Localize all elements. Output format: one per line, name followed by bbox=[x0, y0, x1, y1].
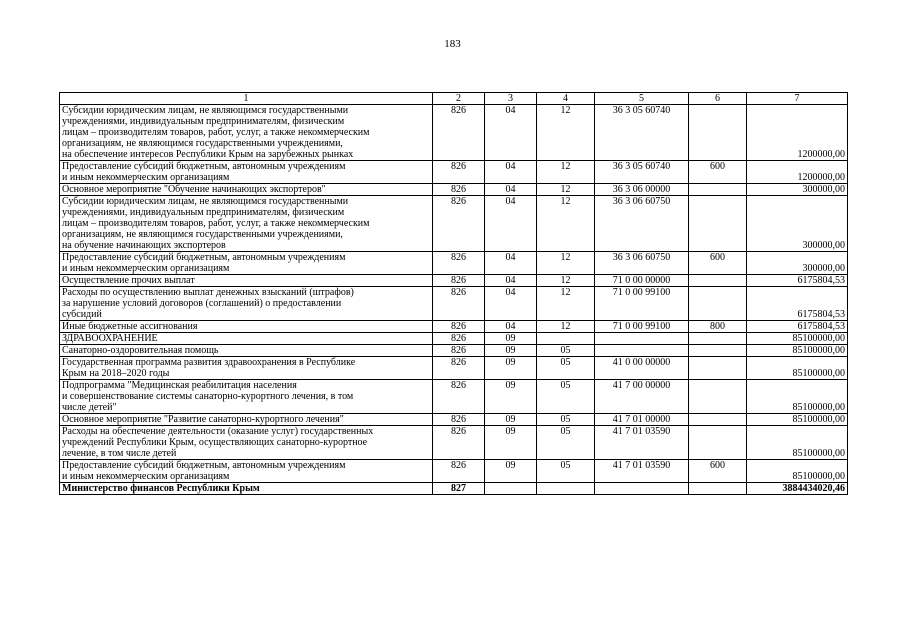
row-name: Расходы на обеспечение деятельности (оказание услуг) государственных учреждений Республики Крым, осуществляющих санаторно-курортное лечение, в том числе детей bbox=[60, 426, 433, 460]
row-amount: 300000,00 bbox=[747, 252, 848, 275]
row-grbs-code: 826 bbox=[433, 460, 485, 483]
row-amount: 85100000,00 bbox=[747, 345, 848, 357]
row-subsection-code: 05 bbox=[537, 380, 595, 414]
row-target-article: 41 7 01 03590 bbox=[595, 460, 689, 483]
row-expense-type bbox=[689, 483, 747, 495]
row-subsection-code bbox=[537, 483, 595, 495]
table-row bbox=[60, 287, 848, 321]
table-row bbox=[60, 483, 848, 495]
row-expense-type bbox=[689, 105, 747, 161]
row-grbs-code: 826 bbox=[433, 380, 485, 414]
row-section-code: 09 bbox=[485, 333, 537, 345]
row-amount: 6175804,53 bbox=[747, 287, 848, 321]
table-row bbox=[60, 161, 848, 184]
row-name: Основное мероприятие "Обучение начинающих экспортеров" bbox=[60, 184, 433, 196]
row-name: Санаторно-оздоровительная помощь bbox=[60, 345, 433, 357]
row-subsection-code: 12 bbox=[537, 196, 595, 252]
table-row bbox=[60, 414, 848, 426]
row-amount: 6175804,53 bbox=[747, 275, 848, 287]
row-section-code bbox=[485, 483, 537, 495]
row-subsection-code: 12 bbox=[537, 184, 595, 196]
row-target-article: 36 3 06 00000 bbox=[595, 184, 689, 196]
row-target-article: 36 3 06 60750 bbox=[595, 252, 689, 275]
row-subsection-code: 05 bbox=[537, 460, 595, 483]
table-row bbox=[60, 105, 848, 161]
row-section-code: 04 bbox=[485, 105, 537, 161]
table-row bbox=[60, 196, 848, 252]
row-grbs-code: 826 bbox=[433, 252, 485, 275]
row-section-code: 04 bbox=[485, 252, 537, 275]
table-header-row bbox=[60, 93, 848, 105]
row-target-article bbox=[595, 333, 689, 345]
row-subsection-code: 12 bbox=[537, 161, 595, 184]
row-grbs-code: 826 bbox=[433, 161, 485, 184]
row-subsection-code: 12 bbox=[537, 275, 595, 287]
row-grbs-code: 826 bbox=[433, 345, 485, 357]
row-expense-type: 800 bbox=[689, 321, 747, 333]
row-name: Осуществление прочих выплат bbox=[60, 275, 433, 287]
table-row bbox=[60, 345, 848, 357]
row-section-code: 09 bbox=[485, 345, 537, 357]
row-target-article bbox=[595, 483, 689, 495]
row-target-article bbox=[595, 345, 689, 357]
row-section-code: 09 bbox=[485, 380, 537, 414]
row-name: ЗДРАВООХРАНЕНИЕ bbox=[60, 333, 433, 345]
row-target-article: 41 7 01 00000 bbox=[595, 414, 689, 426]
row-subsection-code: 05 bbox=[537, 426, 595, 460]
row-amount: 85100000,00 bbox=[747, 357, 848, 380]
table-row bbox=[60, 333, 848, 345]
row-expense-type bbox=[689, 380, 747, 414]
header-col-6: 6 bbox=[689, 93, 747, 105]
header-col-1: 1 bbox=[60, 93, 433, 105]
row-subsection-code: 12 bbox=[537, 321, 595, 333]
row-section-code: 04 bbox=[485, 287, 537, 321]
row-amount: 3884434020,46 bbox=[747, 483, 848, 495]
table-row bbox=[60, 275, 848, 287]
row-target-article: 41 7 01 03590 bbox=[595, 426, 689, 460]
row-name: Расходы по осуществлению выплат денежных взысканий (штрафов) за нарушение условий договоров (соглашений) о предоставлении субсидий bbox=[60, 287, 433, 321]
row-expense-type bbox=[689, 345, 747, 357]
header-col-2: 2 bbox=[433, 93, 485, 105]
row-name: Иные бюджетные ассигнования bbox=[60, 321, 433, 333]
table-row bbox=[60, 184, 848, 196]
row-name: Предоставление субсидий бюджетным, автономным учреждениям и иным некоммерческим организациям bbox=[60, 460, 433, 483]
row-target-article: 41 7 00 00000 bbox=[595, 380, 689, 414]
row-subsection-code: 12 bbox=[537, 252, 595, 275]
row-grbs-code: 826 bbox=[433, 426, 485, 460]
table-row bbox=[60, 380, 848, 414]
row-subsection-code: 05 bbox=[537, 414, 595, 426]
row-section-code: 04 bbox=[485, 275, 537, 287]
header-col-7: 7 bbox=[747, 93, 848, 105]
table-row bbox=[60, 321, 848, 333]
row-grbs-code: 826 bbox=[433, 275, 485, 287]
header-col-4: 4 bbox=[537, 93, 595, 105]
row-amount: 300000,00 bbox=[747, 184, 848, 196]
row-grbs-code: 826 bbox=[433, 196, 485, 252]
row-name: Основное мероприятие "Развитие санаторно-курортного лечения" bbox=[60, 414, 433, 426]
row-grbs-code: 826 bbox=[433, 105, 485, 161]
row-amount: 85100000,00 bbox=[747, 333, 848, 345]
row-subsection-code: 05 bbox=[537, 345, 595, 357]
row-expense-type bbox=[689, 184, 747, 196]
row-grbs-code: 826 bbox=[433, 414, 485, 426]
row-amount: 1200000,00 bbox=[747, 105, 848, 161]
row-amount: 1200000,00 bbox=[747, 161, 848, 184]
row-amount: 300000,00 bbox=[747, 196, 848, 252]
row-target-article: 36 3 06 60750 bbox=[595, 196, 689, 252]
row-target-article: 36 3 05 60740 bbox=[595, 161, 689, 184]
row-grbs-code: 826 bbox=[433, 321, 485, 333]
header-col-3: 3 bbox=[485, 93, 537, 105]
row-target-article: 71 0 00 99100 bbox=[595, 321, 689, 333]
row-expense-type: 600 bbox=[689, 161, 747, 184]
row-grbs-code: 826 bbox=[433, 184, 485, 196]
row-grbs-code: 826 bbox=[433, 357, 485, 380]
row-grbs-code: 826 bbox=[433, 287, 485, 321]
budget-table bbox=[59, 92, 848, 495]
row-amount: 85100000,00 bbox=[747, 380, 848, 414]
row-expense-type bbox=[689, 287, 747, 321]
row-expense-type bbox=[689, 196, 747, 252]
page-number: 183 bbox=[444, 38, 461, 50]
row-name: Субсидии юридическим лицам, не являющимся государственными учреждениями, индивидуальным предпринимателям, физическим лицам – производителям товаров, работ, услуг, а также некоммерческим организациям, не являющимся государственными учреждениями, на обучение начинающих экспортеров bbox=[60, 196, 433, 252]
row-subsection-code: 05 bbox=[537, 357, 595, 380]
row-section-code: 09 bbox=[485, 460, 537, 483]
row-section-code: 09 bbox=[485, 357, 537, 380]
row-name: Предоставление субсидий бюджетным, автономным учреждениям и иным некоммерческим организациям bbox=[60, 161, 433, 184]
row-name: Государственная программа развития здравоохранения в Республике Крым на 2018–2020 годы bbox=[60, 357, 433, 380]
row-name: Подпрограмма "Медицинская реабилитация населения и совершенствование системы санаторно-курортного лечения, в том числе детей" bbox=[60, 380, 433, 414]
table-row bbox=[60, 426, 848, 460]
row-section-code: 04 bbox=[485, 184, 537, 196]
row-subsection-code bbox=[537, 333, 595, 345]
table-body bbox=[60, 93, 848, 495]
row-section-code: 04 bbox=[485, 321, 537, 333]
row-grbs-code: 826 bbox=[433, 333, 485, 345]
row-expense-type bbox=[689, 275, 747, 287]
row-name: Предоставление субсидий бюджетным, автономным учреждениям и иным некоммерческим организациям bbox=[60, 252, 433, 275]
row-expense-type: 600 bbox=[689, 460, 747, 483]
row-subsection-code: 12 bbox=[537, 105, 595, 161]
row-expense-type: 600 bbox=[689, 252, 747, 275]
table-row bbox=[60, 357, 848, 380]
row-expense-type bbox=[689, 333, 747, 345]
table-row bbox=[60, 460, 848, 483]
row-section-code: 04 bbox=[485, 161, 537, 184]
row-amount: 85100000,00 bbox=[747, 426, 848, 460]
row-expense-type bbox=[689, 357, 747, 380]
row-amount: 85100000,00 bbox=[747, 460, 848, 483]
row-section-code: 04 bbox=[485, 196, 537, 252]
row-grbs-code: 827 bbox=[433, 483, 485, 495]
row-expense-type bbox=[689, 414, 747, 426]
row-target-article: 71 0 00 99100 bbox=[595, 287, 689, 321]
header-col-5: 5 bbox=[595, 93, 689, 105]
row-target-article: 36 3 05 60740 bbox=[595, 105, 689, 161]
row-target-article: 71 0 00 00000 bbox=[595, 275, 689, 287]
row-subsection-code: 12 bbox=[537, 287, 595, 321]
row-name: Министерство финансов Республики Крым bbox=[60, 483, 433, 495]
row-amount: 85100000,00 bbox=[747, 414, 848, 426]
row-expense-type bbox=[689, 426, 747, 460]
row-amount: 6175804,53 bbox=[747, 321, 848, 333]
table-row bbox=[60, 252, 848, 275]
row-target-article: 41 0 00 00000 bbox=[595, 357, 689, 380]
row-section-code: 09 bbox=[485, 426, 537, 460]
row-section-code: 09 bbox=[485, 414, 537, 426]
row-name: Субсидии юридическим лицам, не являющимся государственными учреждениями, индивидуальным предпринимателям, физическим лицам – производителям товаров, работ, услуг, а также некоммерческим организациям, не являющимся государственными учреждениями, на обеспечение интересов Республики Крым на зарубежных рынках bbox=[60, 105, 433, 161]
